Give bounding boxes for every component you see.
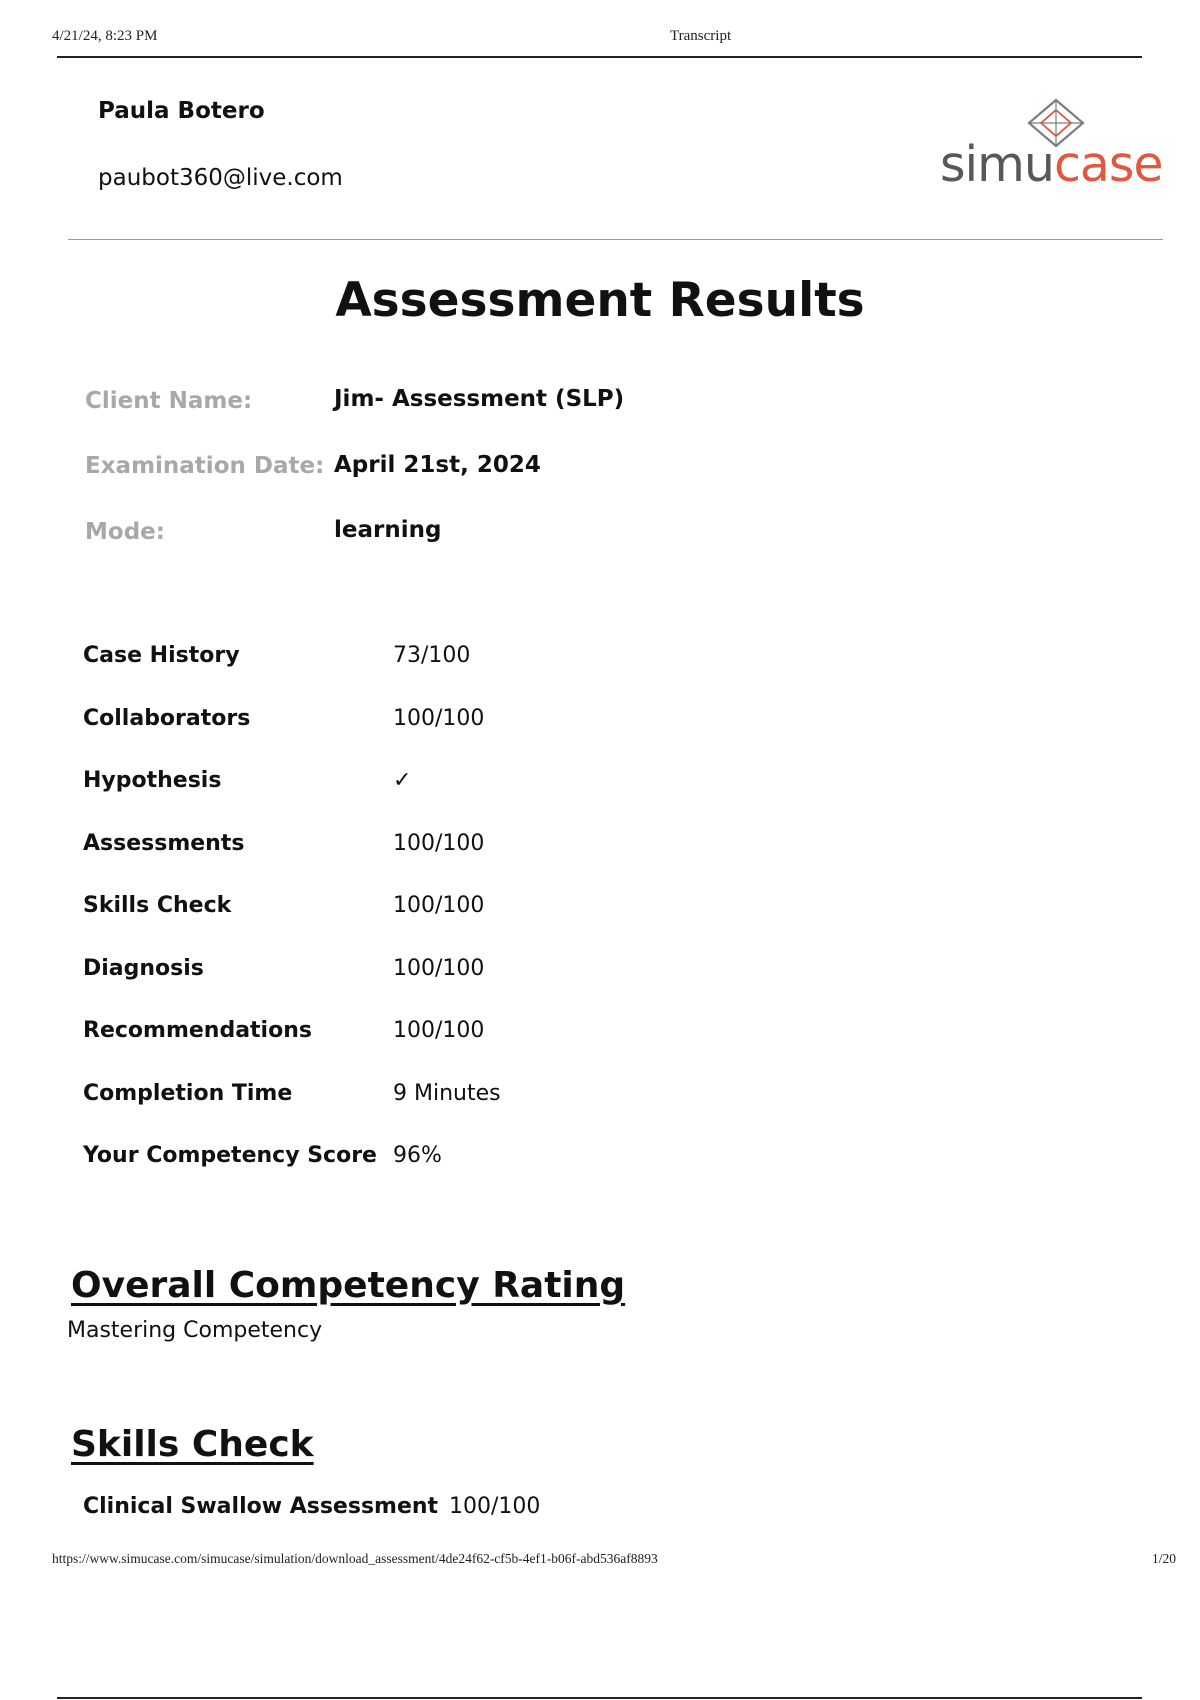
client-name-value: Jim- Assessment (SLP) xyxy=(334,386,625,412)
print-datetime: 4/21/24, 8:23 PM xyxy=(52,28,158,44)
mode-value: learning xyxy=(334,517,442,543)
score-value-skills-check: 100/100 xyxy=(393,893,485,918)
mode-label: Mode: xyxy=(85,519,165,545)
bottom-rule xyxy=(57,1697,1142,1699)
skills-check-heading: Skills Check xyxy=(71,1424,314,1465)
overall-rating-heading: Overall Competency Rating xyxy=(71,1265,626,1306)
logo-case: case xyxy=(1053,136,1163,193)
exam-date-value: April 21st, 2024 xyxy=(334,452,541,478)
client-name-label: Client Name: xyxy=(85,388,253,414)
score-label-skills-check: Skills Check xyxy=(83,893,232,918)
print-doc-title: Transcript xyxy=(670,28,732,44)
score-label-diagnosis: Diagnosis xyxy=(83,956,204,981)
score-value-diagnosis: 100/100 xyxy=(393,956,485,981)
page-title: Assessment Results xyxy=(335,273,865,328)
score-label-completion-time: Completion Time xyxy=(83,1081,293,1106)
print-footer-url: https://www.simucase.com/simucase/simulation/download_assessment/4de24f62-cf5b-4ef1-b06f-abd536af8893 xyxy=(52,1551,658,1566)
score-value-assessments: 100/100 xyxy=(393,831,485,856)
logo-wordmark xyxy=(940,136,1163,193)
score-label-hypothesis: Hypothesis xyxy=(83,768,222,793)
score-value-collaborators: 100/100 xyxy=(393,706,485,731)
print-footer-page: 1/20 xyxy=(1152,1551,1177,1566)
exam-date-label: Examination Date: xyxy=(85,453,325,479)
header-rule xyxy=(57,56,1142,58)
skill-item-value: 100/100 xyxy=(449,1494,541,1519)
score-value-completion-time: 9 Minutes xyxy=(393,1081,501,1106)
simucase-logo xyxy=(940,98,1170,198)
user-rule xyxy=(68,239,1163,240)
score-label-competency: Your Competency Score xyxy=(83,1143,377,1168)
score-label-collaborators: Collaborators xyxy=(83,706,251,731)
score-value-competency: 96% xyxy=(393,1143,442,1168)
score-value-recommendations: 100/100 xyxy=(393,1018,485,1043)
score-label-recommendations: Recommendations xyxy=(83,1018,312,1043)
user-email: paubot360@live.com xyxy=(98,165,343,191)
user-name: Paula Botero xyxy=(98,98,265,124)
score-value-hypothesis: ✓ xyxy=(393,768,412,793)
logo-sim: simu xyxy=(940,136,1054,193)
score-label-assessments: Assessments xyxy=(83,831,245,856)
score-label-case-history: Case History xyxy=(83,643,240,668)
skill-item-label: Clinical Swallow Assessment xyxy=(83,1494,439,1519)
overall-rating-value: Mastering Competency xyxy=(67,1318,323,1343)
score-value-case-history: 73/100 xyxy=(393,643,471,668)
